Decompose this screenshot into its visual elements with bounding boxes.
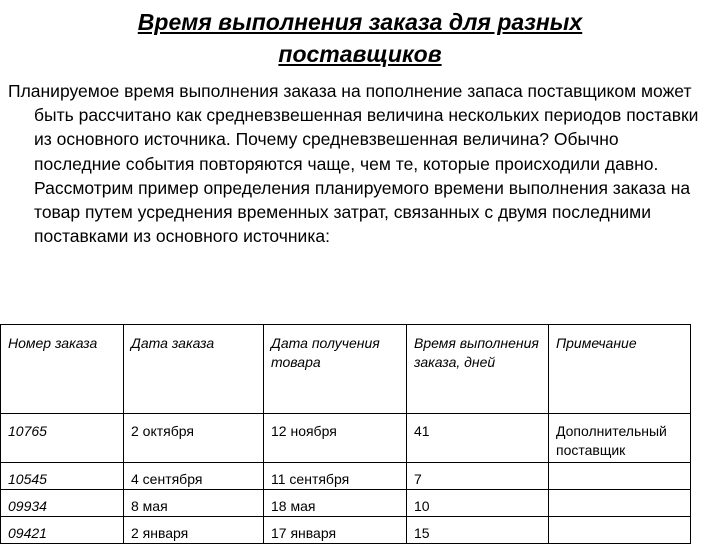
cell-lead-time: 7 — [407, 463, 549, 490]
orders-table — [0, 324, 691, 544]
intro-paragraph: Планируемое время выполнения заказа на пополнение запаса поставщиком может быть рассчитано как средневзвешенная величина нескольких периодов поставки из основного источника. Почему средневзвешенная величина? Обычно последние события повторяются чаще, чем те, которые происходили давно. Рассмотрим пример определения планируемого времени выполнения заказа на товар путем усреднения временных затрат, связанных с двумя последними поставками из основного источника: — [8, 81, 699, 247]
cell-order-number: 10545 — [1, 463, 124, 490]
table-row — [1, 463, 691, 490]
header-order-number: Номер заказа — [1, 325, 124, 414]
header-note: Примечание — [549, 325, 691, 414]
slide-title: Время выполнения заказа для разных поставщиков — [137, 9, 583, 67]
cell-receipt-date: 11 сентября — [264, 463, 407, 490]
table-row — [1, 490, 691, 517]
cell-order-number: 10765 — [1, 414, 124, 463]
cell-note — [549, 463, 691, 490]
cell-note — [549, 517, 691, 544]
cell-order-date: 2 октября — [124, 414, 264, 463]
cell-order-date: 4 сентября — [124, 463, 264, 490]
table-header-row — [1, 325, 691, 414]
cell-order-number: 09934 — [1, 490, 124, 517]
table-row — [1, 414, 691, 463]
cell-order-number: 09421 — [1, 517, 124, 544]
cell-lead-time: 41 — [407, 414, 549, 463]
cell-receipt-date: 12 ноября — [264, 414, 407, 463]
cell-receipt-date: 18 мая — [264, 490, 407, 517]
cell-note: Дополнительный поставщик — [549, 414, 691, 463]
cell-lead-time: 10 — [407, 490, 549, 517]
header-order-date: Дата заказа — [124, 325, 264, 414]
header-lead-time: Время выполнения заказа, дней — [407, 325, 549, 414]
cell-order-date: 2 января — [124, 517, 264, 544]
table-row — [1, 517, 691, 544]
cell-lead-time: 15 — [407, 517, 549, 544]
cell-order-date: 8 мая — [124, 490, 264, 517]
cell-note — [549, 490, 691, 517]
header-receipt-date: Дата получения товара — [264, 325, 407, 414]
cell-receipt-date: 17 января — [264, 517, 407, 544]
